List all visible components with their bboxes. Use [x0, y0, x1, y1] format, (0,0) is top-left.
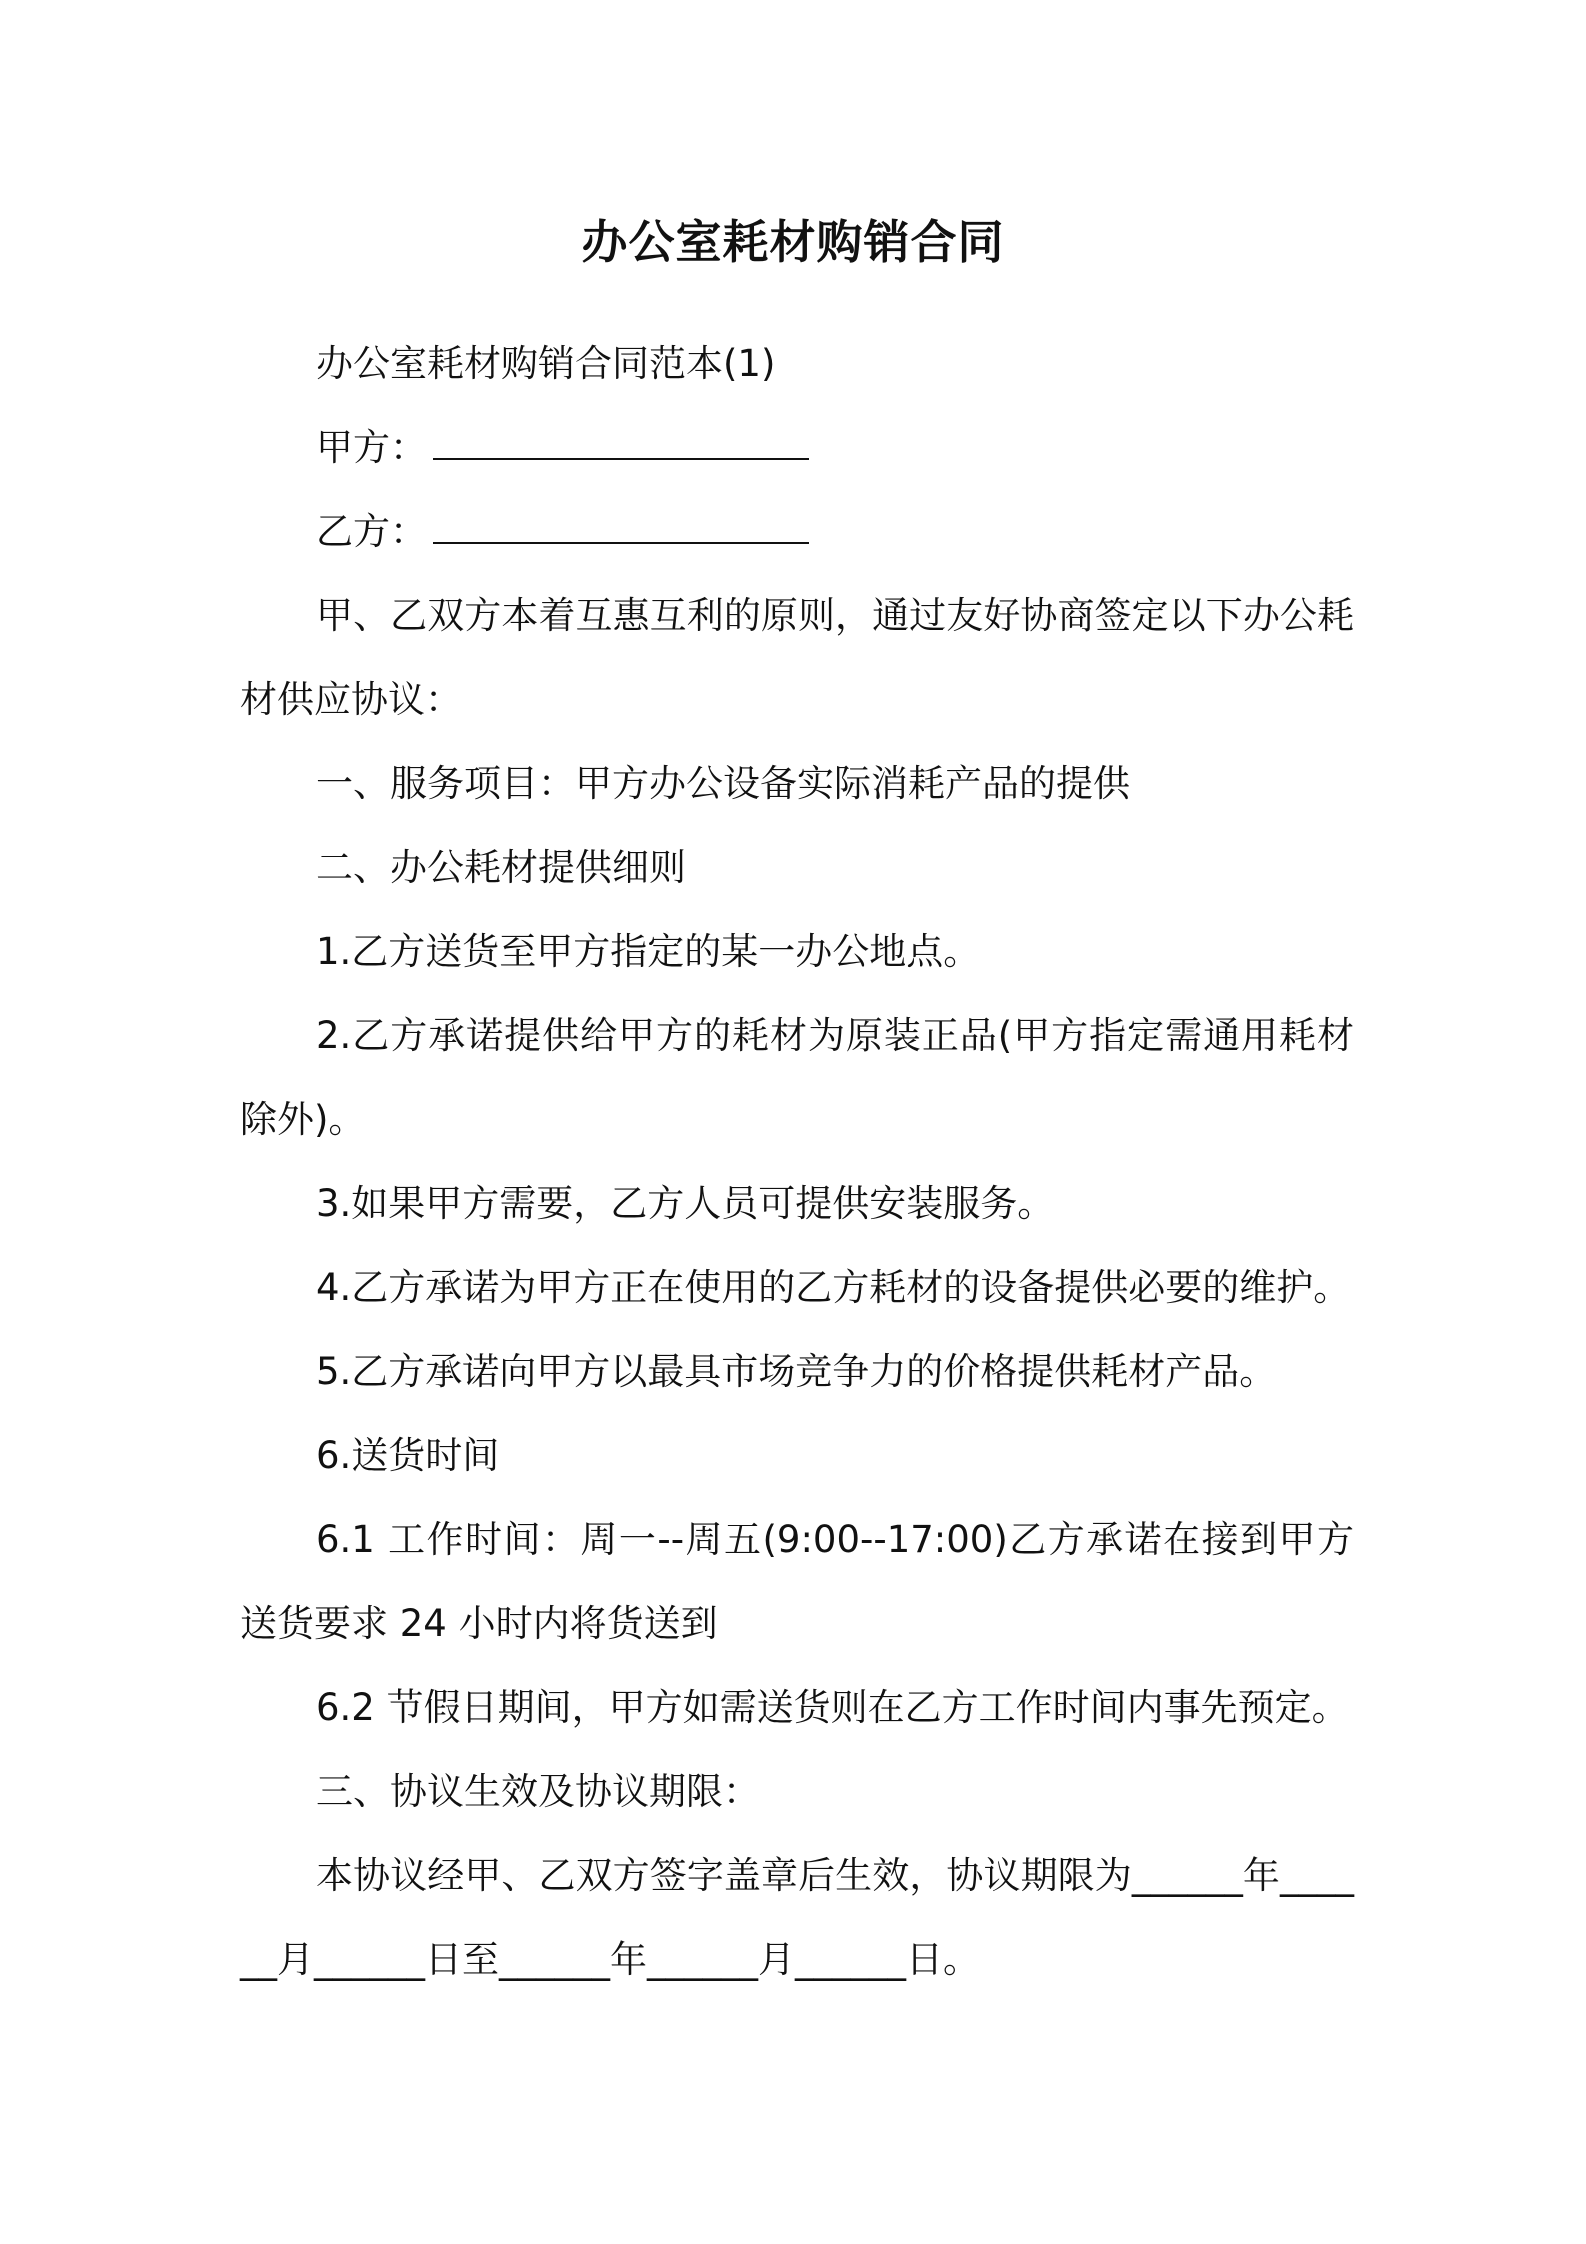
document-body	[240, 322, 1354, 2002]
clause-6-2: 6.2 节假日期间，甲方如需送货则在乙方工作时间内事先预定。	[316, 1686, 1349, 1729]
document-title: 办公室耗材购销合同	[581, 215, 1005, 269]
party-b-label: 乙方：	[316, 510, 427, 553]
clause-3: 3.如果甲方需要，乙方人员可提供安装服务。	[316, 1182, 1055, 1225]
term-paragraph: 本协议经甲、乙双方签字盖章后生效，协议期限为______年______月______日至______年______月______日。	[240, 1854, 1354, 1981]
section-2-heading: 二、办公耗材提供细则	[316, 846, 686, 889]
intro-paragraph: 甲、乙双方本着互惠互利的原则，通过友好协商签定以下办公耗材供应协议：	[240, 594, 1354, 721]
party-a-blank	[433, 428, 809, 460]
clause-6-1: 6.1 工作时间：周一--周五(9:00--17:00)乙方承诺在接到甲方送货要求 24 小时内将货送到	[240, 1518, 1354, 1645]
party-a-label: 甲方：	[316, 426, 427, 469]
section-3-heading: 三、协议生效及协议期限：	[316, 1770, 760, 1813]
party-a-line	[240, 406, 1354, 490]
clause-4: 4.乙方承诺为甲方正在使用的乙方耗材的设备提供必要的维护。	[316, 1266, 1351, 1309]
subtitle: 办公室耗材购销合同范本(1)	[316, 342, 776, 385]
clause-2: 2.乙方承诺提供给甲方的耗材为原装正品(甲方指定需通用耗材除外)。	[240, 1014, 1354, 1141]
party-b-line	[240, 490, 1354, 574]
party-b-blank	[433, 512, 809, 544]
clause-5: 5.乙方承诺向甲方以最具市场竞争力的价格提供耗材产品。	[316, 1350, 1277, 1393]
section-1-heading: 一、服务项目：甲方办公设备实际消耗产品的提供	[316, 762, 1130, 805]
clause-6: 6.送货时间	[316, 1434, 500, 1477]
clause-1: 1.乙方送货至甲方指定的某一办公地点。	[316, 930, 981, 973]
